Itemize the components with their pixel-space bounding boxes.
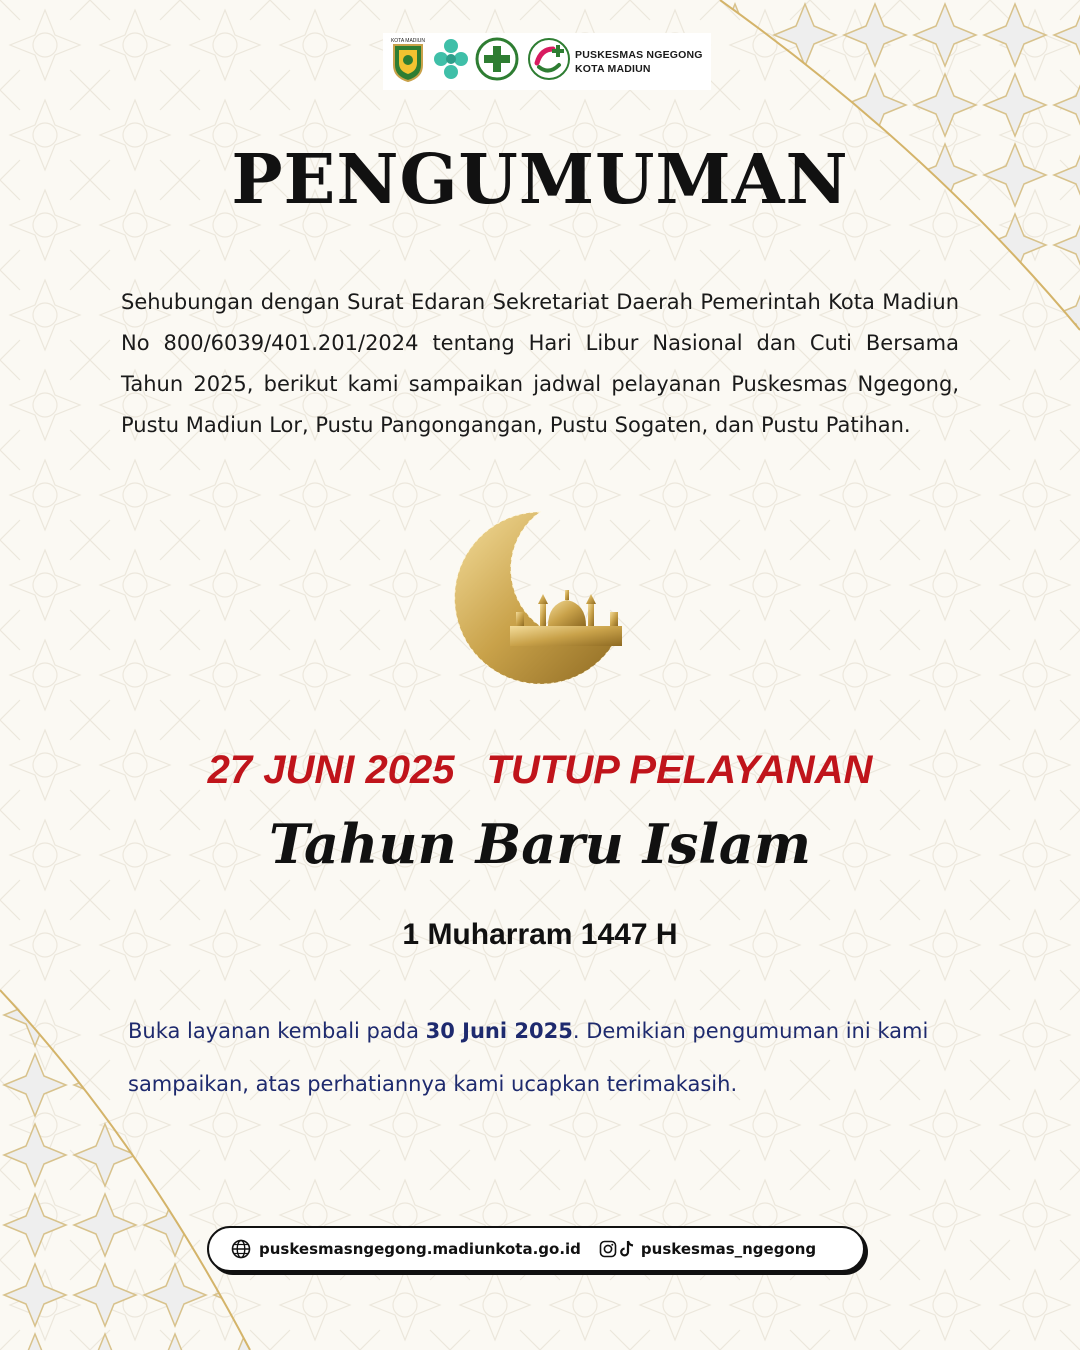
crescent-mosque-icon (452, 508, 632, 688)
kota-madiun-crest-icon (389, 35, 427, 88)
tiktok-icon (619, 1240, 635, 1258)
puskesmas-ngegong-logo-icon (527, 37, 571, 86)
closing-text-before: Buka layanan kembali pada (128, 1019, 426, 1043)
closure-status: TUTUP PELAYANAN (486, 748, 873, 792)
puskesmas-logo-icon (475, 37, 519, 86)
org-name (575, 48, 703, 76)
org-name-line2: KOTA MADIUN (575, 62, 651, 75)
org-name-line1: PUSKESMAS NGEGONG (575, 48, 703, 61)
contact-footer (207, 1226, 865, 1272)
logo-bar (383, 33, 711, 90)
kemenkes-logo-icon (433, 37, 469, 86)
instagram-icon (599, 1240, 617, 1258)
reopen-date: 30 Juni 2025 (425, 1019, 573, 1043)
page-title: PENGUMUMAN (231, 140, 849, 220)
crest-caption: KOTA MADIUN (390, 38, 426, 44)
social-icons (599, 1240, 635, 1258)
closure-date-line (0, 748, 1080, 793)
social-handle[interactable]: puskesmas_ngegong (640, 1240, 817, 1258)
closing-paragraph (128, 1005, 988, 1111)
event-name: Tahun Baru Islam (268, 812, 812, 876)
hijri-date: 1 Muharram 1447 H (402, 918, 678, 951)
globe-icon (231, 1239, 251, 1259)
website-link[interactable]: puskesmasngegong.madiunkota.go.id (259, 1240, 581, 1258)
intro-paragraph: Sehubungan dengan Surat Edaran Sekretariat Daerah Pemerintah Kota Madiun No 800/6039/401.201/2024 tentang Hari Libur Nasional dan Cuti Bersama Tahun 2025, berikut kami sampaikan jadwal pelayanan Puskesmas Ngegong, Pustu Madiun Lor, Pustu Pangongangan, Pustu Sogaten, dan Pustu Patihan. (121, 290, 959, 437)
closure-date: 27 JUNI 2025 (207, 748, 455, 792)
closing-text-after: . Demikian pengumuman ini kami sampaikan, atas perhatiannya kami ucapkan terimakasih. (128, 1019, 929, 1096)
